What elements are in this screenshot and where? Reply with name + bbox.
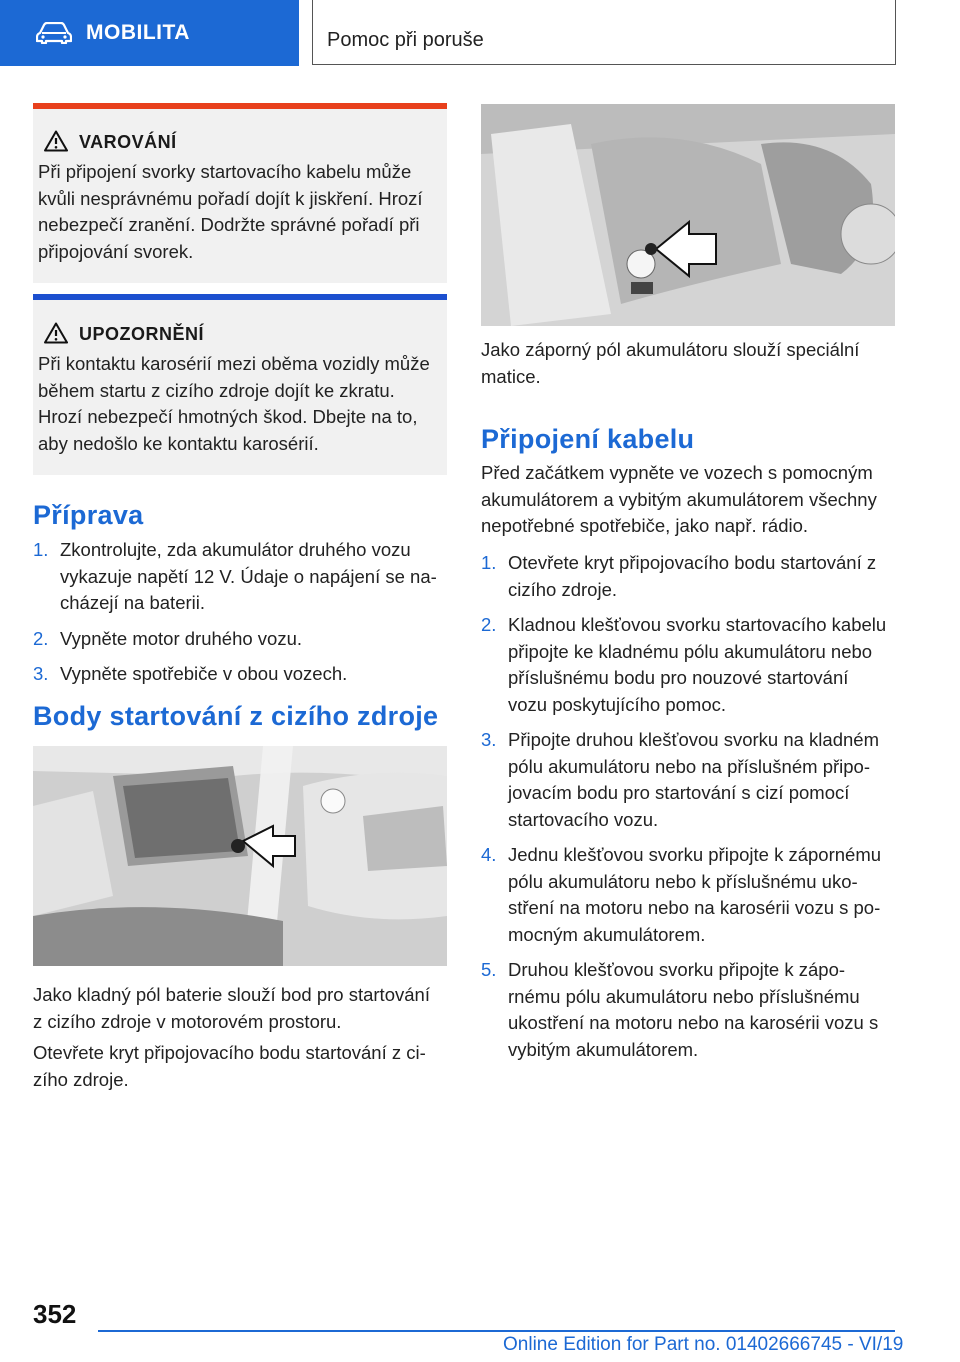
preparation-heading: Příprava (33, 500, 144, 530)
warning-triangle-icon (44, 130, 68, 152)
engine-bay-photo-negative (481, 104, 895, 326)
chapter-title: Pomoc při poruše (327, 29, 484, 51)
cable-steps (481, 550, 897, 1063)
list-item: 2. Kladnou klešťovou svorku startovacího kabelu připojte ke kladnému pólu akumulátoru nebo příslušnému bodu pro nouzové startování vozu poskytujícího pomoc. (481, 614, 887, 715)
list-item: 2. Vypněte motor druhého vozu. (33, 627, 303, 649)
car-icon (36, 22, 72, 44)
list-item: 5. Druhou klešťovou svorku připojte k zápo‐ rnému pólu akumulátoru nebo příslušnému ukostření na motoru nebo na karosérii vozu s vybitým akumulátorem. (481, 959, 879, 1060)
caution-text: Při kontaktu karosérií mezi oběma vozidly může během startu z cizího zdroje dojít ke zkratu. Hrozí nebezpečí hmotných škod. Dbejte na to, aby nedošlo ke kontaktu karosérií. (38, 353, 430, 454)
footer-divider (98, 1330, 895, 1332)
chapter-tab[interactable] (312, 0, 896, 65)
warning-title: VAROVÁNÍ (79, 132, 177, 152)
engine-bay-photo-positive (33, 746, 447, 966)
cable-intro: Před začátkem vypněte ve vozech s pomocným akumulátorem a vybitým akumulátorem všechny nepotřebné spotřebiče, jako např. rádio. (481, 462, 877, 536)
list-item: 1. Otevřete kryt připojovacího bodu startování z cizího zdroje. (481, 552, 877, 600)
preparation-steps (33, 537, 449, 688)
warning-text: Při připojení svorky startovacího kabelu může kvůli nesprávnému pořadí dojít k jiskření. Hrozí nebezpečí zranění. Dodržte správné pořadí při připojování svorek. (38, 161, 423, 262)
warning-triangle-icon (44, 322, 68, 344)
photo-caption-negative: Jako záporný pól akumulátoru slouží speciální matice. (481, 339, 860, 387)
list-item: 3. Připojte druhou klešťovou svorku na kladném pólu akumulátoru nebo na příslušném připo‐ jovacím bodu pro startování s cizí pomocí startovacího vozu. (481, 729, 879, 830)
jump-points-heading: Body startování z cizího zdroje (33, 701, 439, 731)
warning-box (33, 103, 447, 283)
caution-box (33, 294, 447, 475)
section-title: MOBILITA (86, 21, 190, 44)
list-item: 1. Zkontrolujte, zda akumulátor druhého vozu vykazuje napětí 12 V. Údaje o napájení se na‐ cházejí na baterii. (33, 539, 437, 613)
section-tab[interactable] (0, 0, 299, 66)
list-item: 4. Jednu klešťovou svorku připojte k zápornému pólu akumulátoru nebo k příslušnému uko‐ stření na motoru nebo na karosérii vozu s po‐ mocným akumulátorem. (481, 844, 882, 945)
list-item: 3. Vypněte spotřebiče v obou vozech. (33, 663, 348, 684)
page-number: 352 (33, 1299, 77, 1329)
caution-title: UPOZORNĚNÍ (79, 324, 205, 344)
edition-link[interactable]: Online Edition for Part no. 01402666745 - VI/19 (503, 1334, 904, 1355)
photo-caption-positive: Jako kladný pól baterie slouží bod pro startování z cizího zdroje v motorovém prostoru. (33, 984, 430, 1032)
open-cover-paragraph: Otevřete kryt připojovacího bodu startování z ci‐ zího zdroje. (33, 1042, 426, 1090)
cable-heading: Připojení kabelu (481, 424, 695, 454)
